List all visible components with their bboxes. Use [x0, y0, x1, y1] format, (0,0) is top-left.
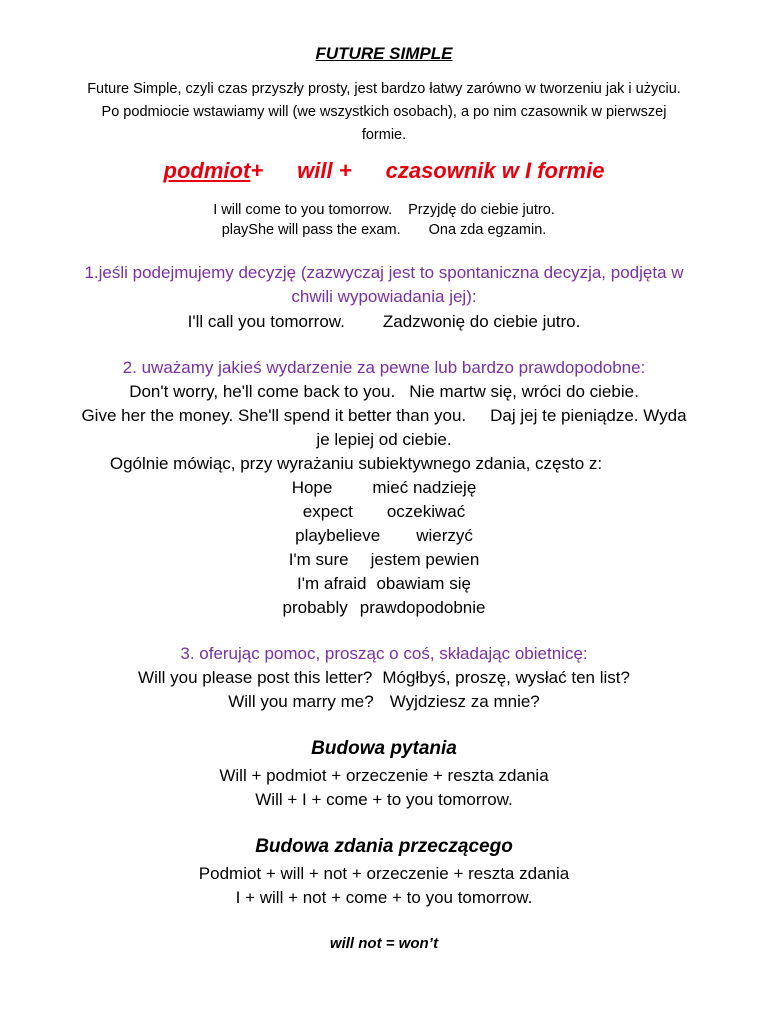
example-en: Don't worry, he'll come back to you.	[129, 382, 396, 401]
formula	[0, 158, 768, 184]
vocab-pl: mieć nadzieję	[372, 478, 477, 497]
question-line-2: Will + I + come + to you tomorrow.	[255, 790, 513, 809]
section2-heading: 2. uważamy jakieś wydarzenie za pewne lub bardzo prawdopodobne:	[122, 358, 646, 377]
page-title: FUTURE SIMPLE	[315, 44, 453, 63]
example-row	[0, 202, 768, 218]
section3-example-2	[0, 692, 768, 712]
vocab-en: I'm afraid	[297, 574, 367, 593]
formula-plus: +	[250, 158, 264, 183]
vocab-pl: wierzyć	[416, 526, 473, 545]
section2-general: Ogólnie mówiąc, przy wyrażaniu subiektywnego zdania, często z:	[109, 454, 603, 473]
question-heading: Budowa pytania	[311, 738, 457, 759]
example-en: I will come to you tomorrow.	[213, 202, 393, 218]
negative-line-1: Podmiot + will + not + orzeczenie + reszta zdania	[198, 864, 570, 883]
vocab-row	[0, 526, 768, 546]
question-line-1: Will + podmiot + orzeczenie + reszta zdania	[219, 766, 549, 785]
example-pl: Wyjdziesz za mnie?	[389, 692, 540, 711]
section3-heading: 3. oferując pomoc, prosząc o coś, składając obietnicę:	[180, 644, 588, 663]
example-pl: Przyjdę do ciebie jutro.	[408, 202, 555, 218]
example-en: I'll call you tomorrow.	[187, 312, 345, 331]
vocab-row	[0, 574, 768, 594]
vocab-row	[0, 502, 768, 522]
vocab-pl: jestem pewien	[370, 550, 480, 569]
vocab-en: playbelieve	[295, 526, 381, 545]
negative-heading: Budowa zdania przeczącego	[255, 836, 513, 857]
vocab-en: expect	[302, 502, 353, 521]
vocab-pl: obawiam się	[376, 574, 471, 593]
intro-line-1: Future Simple, czyli czas przyszły prosty, jest bardzo łatwy zarówno w tworzeniu jak i użyciu.	[87, 81, 681, 97]
contraction-note: will not = won’t	[329, 935, 439, 952]
vocab-pl: prawdopodobnie	[359, 598, 486, 617]
formula-will: will +	[297, 158, 352, 183]
section1-heading-line-2: chwili wypowiadania jej):	[291, 287, 477, 306]
example-pl: Nie martw się, wróci do ciebie.	[409, 382, 639, 401]
section2-example-1	[0, 382, 768, 402]
section2-example-2	[0, 406, 768, 426]
example-en: Will you marry me?	[228, 692, 374, 711]
example-en: Give her the money. She'll spend it better than you.	[81, 406, 467, 425]
negative-line-2: I + will + not + come + to you tomorrow.	[235, 888, 533, 907]
section1-example	[0, 312, 768, 332]
vocab-row	[0, 550, 768, 570]
intro-line-3: formie.	[361, 127, 407, 143]
example-pl: Ona zda egzamin.	[428, 222, 547, 238]
formula-verb: czasownik w I formie	[385, 158, 605, 183]
example-en: playShe will pass the exam.	[221, 222, 401, 238]
vocab-en: probably	[282, 598, 348, 617]
example-pl: Mógłbyś, proszę, wysłać ten list?	[382, 668, 630, 687]
section1-heading-line-1: 1.jeśli podejmujemy decyzję (zazwyczaj jest to spontaniczna decyzja, podjęta w	[84, 263, 684, 282]
example-pl: Zadzwonię do ciebie jutro.	[382, 312, 581, 331]
vocab-en: Hope	[291, 478, 333, 497]
example-en: Will you please post this letter?	[138, 668, 373, 687]
vocab-row	[0, 478, 768, 498]
section3-example-1	[0, 668, 768, 688]
example-row	[0, 222, 768, 238]
intro-line-2: Po podmiocie wstawiamy will (we wszystkich osobach), a po nim czasownik w pierwszej	[101, 104, 667, 120]
vocab-pl: oczekiwać	[386, 502, 466, 521]
vocab-en: I'm sure	[288, 550, 349, 569]
example-pl: Daj jej te pieniądze. Wyda	[490, 406, 687, 425]
formula-subject: podmiot	[163, 158, 251, 183]
vocab-row	[0, 598, 768, 618]
section2-example-2-cont: je lepiej od ciebie.	[316, 430, 452, 449]
